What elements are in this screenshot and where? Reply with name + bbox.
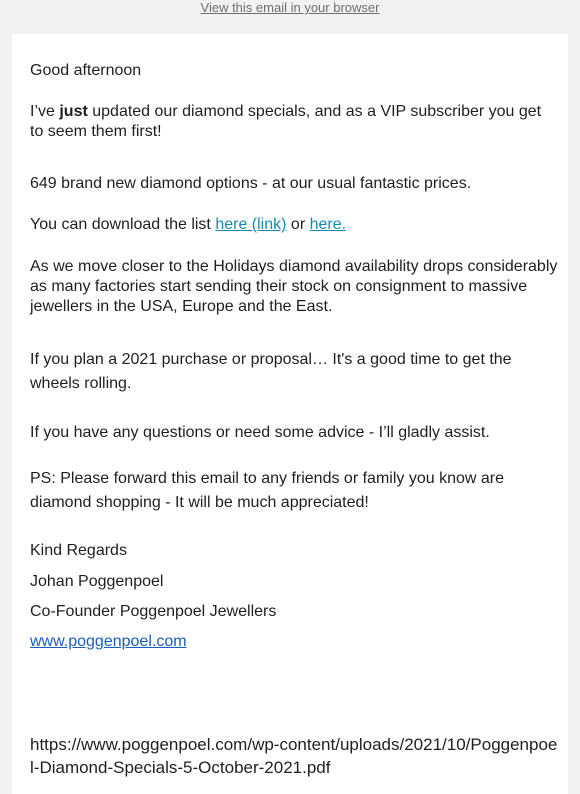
- download-link-1[interactable]: here (link): [215, 216, 287, 233]
- website-paragraph: [30, 632, 558, 652]
- pdf-url[interactable]: https://www.poggenpoel.com/wp-content/uploads/2021/10/Poggenpoel-Diamond-Specials-5-October-2021.pdf: [30, 735, 558, 777]
- view-in-browser-link[interactable]: View this email in your browser: [200, 0, 380, 15]
- download-link-2[interactable]: here.: [309, 216, 347, 233]
- questions-paragraph: If you have any questions or need some advice - I’ll gladly assist.: [30, 424, 490, 441]
- sender-title: Co-Founder Poggenpoel Jewellers: [30, 603, 277, 620]
- intro-bold-word: just: [59, 103, 88, 120]
- ps-paragraph: PS: Please forward this email to any friends or family you know are diamond shopping - It will be much appreciated!: [30, 470, 504, 511]
- signoff: Kind Regards: [30, 542, 127, 559]
- email-card: [12, 34, 568, 794]
- options-line: 649 brand new diamond options - at our usual fantastic prices.: [30, 175, 472, 192]
- website-link[interactable]: www.poggenpoel.com: [30, 633, 187, 650]
- availability-paragraph: As we move closer to the Holidays diamond availability drops considerably as many factories start sending their stock on consignment to massive jewellers in the USA, Europe and the East.: [30, 258, 558, 315]
- download-paragraph: [30, 215, 558, 235]
- greeting: Good afternoon: [30, 62, 142, 79]
- download-text: You can download the list: [30, 216, 216, 233]
- plan-paragraph: If you plan a 2021 purchase or proposal… It's a good time to get the wheels rolling.: [30, 351, 512, 392]
- sender-name: Johan Poggenpoel: [30, 573, 164, 590]
- header-bar: [0, 0, 580, 34]
- intro-paragraph: [30, 102, 558, 142]
- download-or-text: or: [286, 216, 310, 233]
- intro-text-after: updated our diamond specials, and as a VIP subscriber you get to seem them first!: [30, 103, 542, 140]
- intro-text-before: I’ve: [30, 103, 60, 120]
